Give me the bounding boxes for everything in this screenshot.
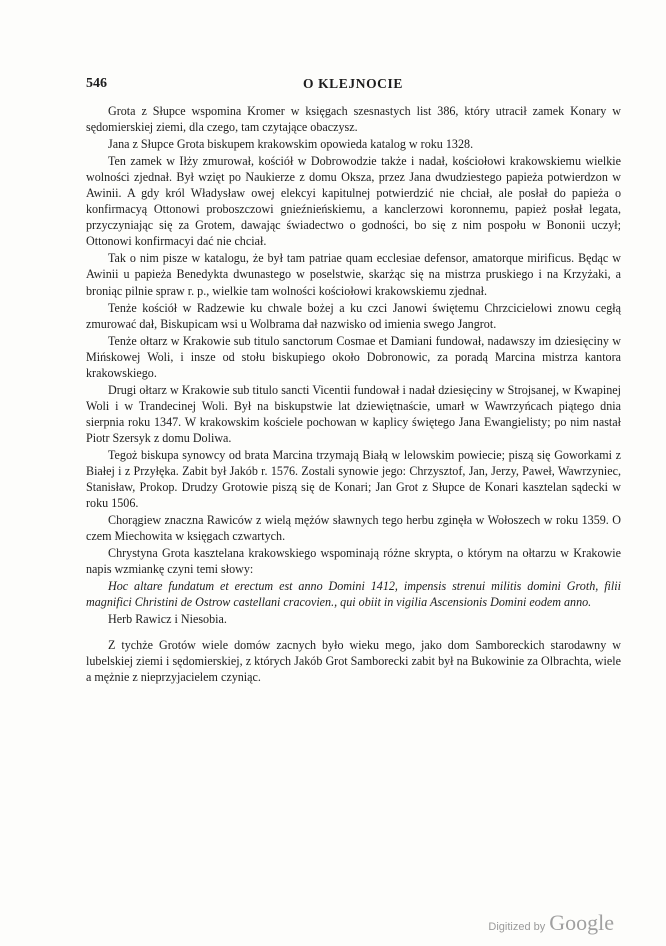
paragraph-radzewo: Tenże kościół w Radzewie ku chwale bożej a ku czci Janowi świętemu Chrzcicielowi znowu cegłą zmurować dał, Biskupicam wsi u Wolbrama dał nazwisko od imienia swego Jangrot. xyxy=(86,300,621,331)
paragraph-katalog: Tak o nim pisze w katalogu, że był tam patriae quam ecclesiae defensor, amatorque mirificus. Będąc w Awinii u papieża Benedykta dwunastego w poselstwie, skarżąc się na mistrza pruskiego i na Krzyżaki, a broniąc pilnie spraw r. p., wielkie tam wolności kościołowi krakowskiemu zjednał. xyxy=(86,251,621,298)
paragraph-chrystyna: Chrystyna Grota kasztelana krakowskiego wspominają różne skrypta, o którym na ołtarzu w Krakowie napis wzmiankę czyni temi słowy: xyxy=(86,546,621,577)
paragraph-synowcy: Tegoż biskupa synowcy od brata Marcina trzymają Białą w lelowskim powiecie; piszą się Goworkami z Białej i z Przyłęka. Zabit był Jakób r. 1576. Zostali synowie jego: Chrzysztof, Jan, Jerzy, Paweł, Wawrzyniec, Stanisław, Prokop. Drudzy Grotowie piszą się de Konari; Jan Grot z Słupce de Konari kasztelan sądecki w roku 1506. xyxy=(86,447,621,511)
paragraph-zamek-ilza: Ten zamek w Iłży zmurował, kościół w Dobrowodzie także i nadał, kościołowi krakowskiemu wielkie wolności zjednał. Był wzięt po Naukierze z domu Oksza, przez Jana dwudziestego papieża potwierdzon w Awinii. A gdy król Władysław owej elekcyi kapitulnej potwierdzić nie chciał, ale posłał do papieża o konfirmacyą Ottonowi proboszczowi gnieźnieńskiemu, a kanclerzowi koronnemu, papież posłał legata, przyczyniając się za Grotem, dawając świadectwo o godności, bo się z nim pospołu w Bononii uczył; Ottonowi konfirmacyi dać nie chciał. xyxy=(86,154,621,249)
paragraph-jana-grota: Jana z Słupce Grota biskupem krakowskim opowieda katalog w roku 1328. xyxy=(108,137,474,152)
latin-inscription: Hoc altare fundatum et erectum est anno Domini 1412, impensis strenui militis domini Groth, filii magnifici Christini de Ostrow castellani cracovien., qui obiit in vigilia Ascensionis Domini eodem anno. xyxy=(86,579,621,610)
digitized-by-label: Digitized by xyxy=(488,921,546,933)
paragraph-samboreccy: Z tychże Grotów wiele domów zacnych było wieku mego, jako dom Samboreckich starodawny w lubelskiej ziemi i sędomierskiej, z których Jakób Grot Samborecki zabit był na Bukowinie za Olbrachta, wiele a mężnie z nieprzyjacielem czyniąc. xyxy=(86,637,621,684)
google-logo: Google xyxy=(549,910,614,935)
paragraph-choragiew: Chorągiew znaczna Rawiców z wielą mężów sławnych tego herbu zginęła w Wołoszech w roku 1359. O czem Miechowita w księgach czwartych. xyxy=(86,513,621,544)
paragraph-grota-kromer: Grota z Słupce wspomina Kromer w księgach szesnastych list 386, który utracił zamek Konary w sędomierskiej ziemi, dla czego, tam czytające obaczysz. xyxy=(86,104,621,135)
running-head: O KLEJNOCIE xyxy=(303,76,403,91)
page-header xyxy=(86,76,620,96)
digitized-by-watermark xyxy=(488,910,614,936)
paragraph-oltarz-cosmae: Tenże ołtarz w Krakowie sub titulo sanctorum Cosmae et Damiani fundował, nadawszy im dziesięciny w Mińskowej Woli, i insze od stołu biskupiego około Dobronowic, za poradą Marcina mistrza kantora krakowskiego. xyxy=(86,333,621,380)
paragraph-oltarz-vicentii: Drugi ołtarz w Krakowie sub titulo sancti Vicentii fundował i nadał dziesięciny w Strojsanej, w Kwapinej Woli i w Trandecinej Woli. Był na biskupstwie lat dziewiętnaście, umarł w Wawrzyńcach piątego dnia sierpnia roku 1347. W krakowskim kościele pochowan w kaplicy świętego Jana Ewangielisty; po nim nastał Piotr Szersyk z domu Doliwa. xyxy=(86,382,621,445)
page-number: 546 xyxy=(86,76,107,91)
herb-line: Herb Rawicz i Niesobia. xyxy=(108,612,227,627)
body-text xyxy=(86,103,621,686)
